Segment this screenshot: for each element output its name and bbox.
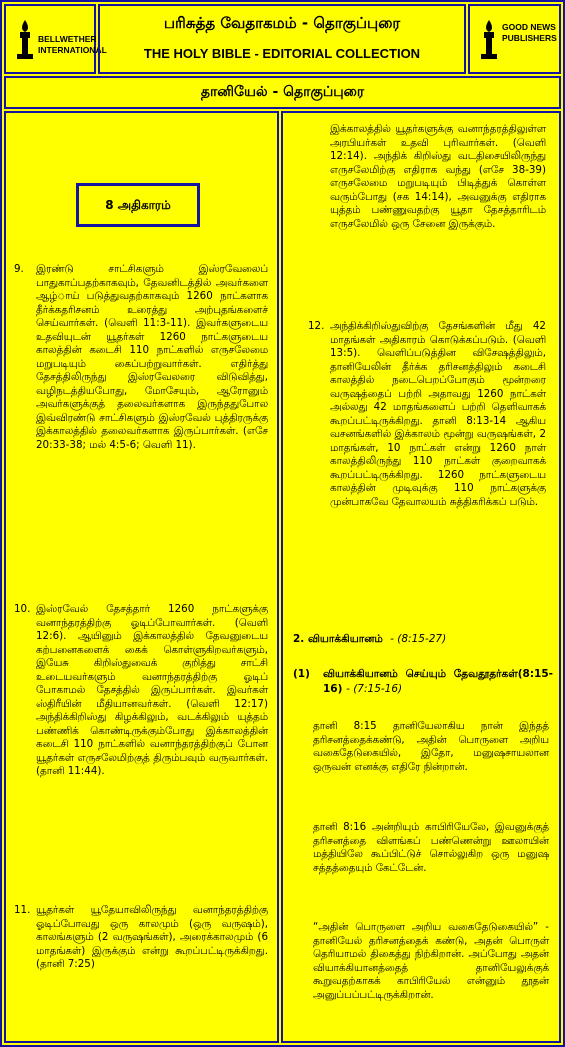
paragraph-text: இஸ்ரவேல் தேசத்தார் 1260 நாட்களுக்கு வனாந்தரத்திற்கு ஓடிப்போவார்கள். (வெளி 12:6). ஆயினும் இக்காலத்தில் தேவனுடைய கற்பனைகளைக் கைக் கொள்ளுகிறவர்களும், இயேசு கிறிஸ்துவைக் குறித்து சாட்சி உடையவர்களும் வனாந்தரத்திற்கு ஓடிப் போகாமல் தேசத்தில் இருப்பார்கள். இவர்கள் ஸ்திரீயின் மீதியானவர்கள். (வெளி 12:17) அந்திக்கிறிஸ்து கிழக்கிலும், வடக்கிலும் யுத்தம் பண்ணிக் கொண்டிருக்கும்போது இக்காலத்தின் கடைசி 110 நாட்களில் வனாந்தரத்திற்குப் போன யூதர்கள் எருசலேமிற்குத் திரும்பவும் வருவார்கள். (தானி 11:44). [36, 603, 268, 777]
paragraph-11-continued: இக்காலத்தில் யூதர்களுக்கு வனாந்தரத்திலுள்ள அரபியர்கள் உதவி புரிவார்கள். (வெளி 12:14). அந்திக் கிறிஸ்து வடதிசையிலிருந்து எருசலேமிற்கு எதிராக வந்து (எசே 38-39) எருசலேமை மறுபடியும் பிடித்துக் கொள்ள வரும்போது (சக 14:14), அவனுக்கு எதிராக யுத்தம் பண்ணுவதற்கு யூதா தேசத்தாரிடம் எருசலேமில் ஒரு சேனை இருக்கும். [330, 123, 546, 230]
verse-8-15: தானி 8:15 தானியேலாகிய நான் இந்தத் தரிசனத்தைக்கண்டு, அதின் பொருளை அறிய வகைதேடுகையில், இதோ, மனுஷசாயலான ஒருவன் எனக்கு எதிரே நின்றான். [313, 720, 549, 773]
subsection-title: வியாக்கியானம் செய்யும் தேவதூதர்கள்(8:15-16) [323, 668, 553, 695]
paragraph-9 [14, 263, 268, 452]
paragraph-10 [14, 603, 268, 779]
left-column [4, 111, 279, 1043]
lamp-icon [478, 18, 500, 62]
subsection-reference: - (7:15-16) [346, 683, 403, 695]
section-heading [293, 633, 548, 646]
paragraph-number: 9. [14, 263, 24, 275]
subsection-heading [323, 667, 553, 697]
logo-left-text: BELLWETHER INTERNATIONAL [38, 34, 107, 55]
logo-right-text: GOOD NEWS PUBLISHERS [502, 22, 557, 43]
paragraph-text: இரண்டு சாட்சிகளும் இஸ்ரவேலைப் பாதுகாப்பதற்காகவும், தேவனிடத்தில் அவர்களை ஆழ்ாய் படுத்துவதற்காகவும் 1260 நாட்களாக தீர்க்கதரிசனம் உரைத்து அற்புதங்களைச் செய்வார்கள். (வெளி 11:3-11). இவர்களுடைய உதவியுடன் யூதர்கள் 1260 நாட்களுடைய காலத்தின் கடைசி 110 நாட்களில் எருசலேமை மறுபடியும் கைப்பற்றுவார்கள். எதிர்த்து தேசத்திலிருந்து இஸ்ரவேலரை விடுவித்து, வழிநடத்தியபோது, மோசேயும், ஆரோனும் அவர்களுக்குத் தலைவர்களாக இருந்ததுபோல இவ்விரண்டு சாட்சிகளும் இஸ்ரவேல் புத்திரருக்கு இக்காலத்தில் தலைவர்களாக இருப்பார்கள். (எசே 20:33-38; மல் 4:5-6; வெளி 11). [36, 263, 268, 451]
verse-8-16: தானி 8:16 அன்றியும் காபிரியேலே, இவனுக்குத் தரிசனத்தை விளங்கப் பண்ணென்று ஊலாயின் மத்தியிலே கூப்பிட்டுச் சொல்லுகிற ஒரு மனுஷ சத்தத்தையும் கேட்டேன். [313, 821, 549, 874]
section-title: 2. வியாக்கியானம் [293, 633, 383, 645]
paragraph-number: 12. [308, 320, 325, 332]
title-box [98, 4, 466, 74]
paragraph-text: அந்திக்கிறிஸ்துவிற்கு தேசங்களின் மீது 42 மாதங்கள் அதிகாரம் கொடுக்கப்படும். (வெளி 13:5). வெளிப்படுத்தின விசேஷத்திலும், தானியேலின் தீர்க்க தரிசனத்திலும் கடைசி காலத்தில் நடைபெறப்போகும் மூன்றரை வருஷத்தைப் பற்றி அதாவது 1260 நாட்கள் அல்லது 42 மாதங்களைப் பற்றி தெளிவாகக் கூறப்பட்டிருக்கிறது. தானி 8:13-14 ஆகிய வசனங்களில் இக்காலம் மூன்று வருஷங்கள், 2 மாதங்கள், 10 நாட்கள் என்று 1260 நாள் காலத்திலிருந்து 110 நாட்கள் குறைவாகக் கூறப்பட்டிருக்கிறது. 1260 நாட்களுடைய காலத்தின் முடிவுக்கு 110 நாட்களுக்கு முன்பாகவே தேவாலயம் சுத்திகரிக்கப் படும். [330, 320, 546, 508]
paragraph-text: யூதர்கள் யூதேயாவிலிருந்து வனாந்தரத்திற்கு ஓடிப்போவது ஒரு காலமும் (ஒரு வருஷம்), காலங்களும் (2 வருஷங்கள்), அரைக்காலமும் (6 மாதங்கள்) இருக்கும் என்று கூறப்பட்டிருக்கிறது. (தானி 7:25) [36, 904, 268, 970]
section-reference: - (8:15-27) [390, 633, 447, 645]
paragraph-12 [308, 320, 546, 509]
commentary-paragraph: “அதின் பொருளை அறிய வகைதேடுகையில்” - தானியேல் தரிசனத்தைக் கண்டு, அதன் பொருள் தெரியாமல் திகைத்து நிற்கிறான். அப்போது அதன் வியாக்கியானத்தைத் தானியேலுக்குக் கூறுவதற்காகக் காபிரியேல் என்னும் தூதன் அனுப்பப்பட்டிருக்கிறான். [313, 921, 549, 1001]
lamp-icon [14, 18, 36, 62]
right-column [281, 111, 561, 1043]
paragraph-11 [14, 904, 268, 972]
title-english: THE HOLY BIBLE - EDITORIAL COLLECTION [143, 46, 421, 61]
subsection-number: (1) [293, 668, 310, 680]
title-tamil: பரிசுத்த வேதாகமம் - தொகுப்புரை [163, 14, 401, 32]
page-subtitle: தானியேல் - தொகுப்புரை [4, 76, 561, 109]
publisher-logo-left [4, 4, 107, 74]
chapter-heading: 8 அதிகாரம் [76, 183, 200, 227]
publisher-logo-right [468, 4, 561, 74]
paragraph-number: 11. [14, 904, 31, 916]
paragraph-number: 10. [14, 603, 31, 615]
